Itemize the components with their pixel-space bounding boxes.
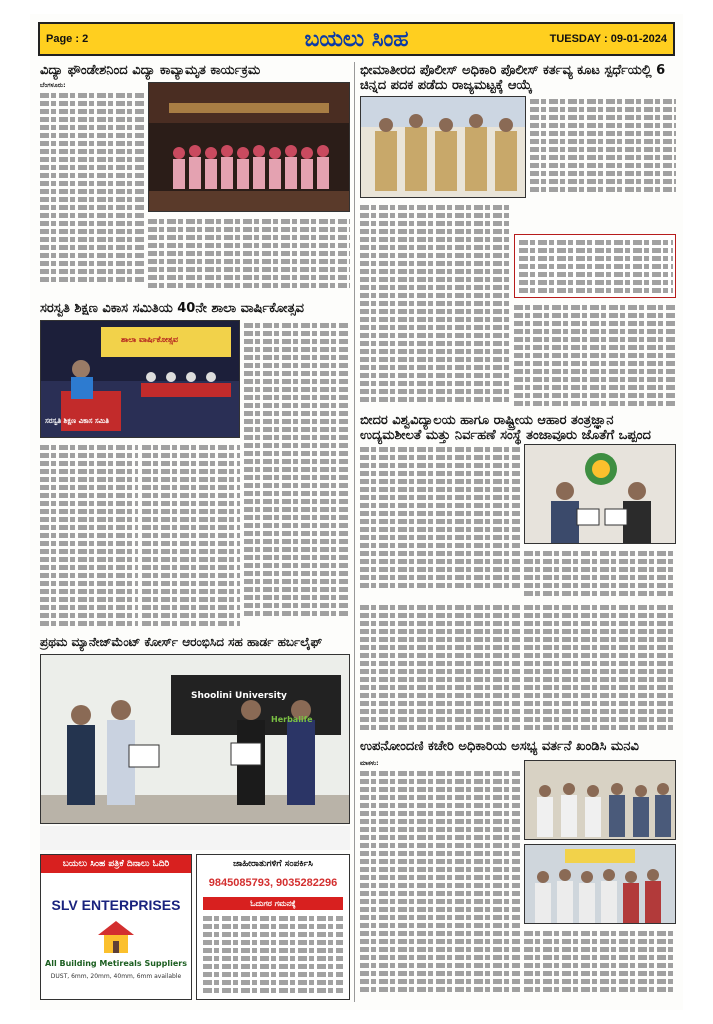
photo-bidar-mou bbox=[524, 444, 676, 544]
event-banner-text: ಶಾಲಾ ವಾರ್ಷಿಕೋತ್ಸವ bbox=[121, 335, 179, 344]
article-text-bidar-3 bbox=[360, 602, 520, 734]
article-text-vidya bbox=[40, 82, 144, 282]
headline-vidya-foundation: ವಿದ್ಯಾ ಫೌಂಡೇಶನಿಂದ ವಿದ್ಯಾ ಕಾವ್ಯಾಮೃತ ಕಾರ್ಯಕ್ರಮ bbox=[40, 63, 261, 78]
ad-company-name: SLV ENTERPRISES bbox=[51, 897, 181, 913]
column-divider bbox=[354, 62, 355, 1002]
photo-registrar-protest-1 bbox=[524, 760, 676, 840]
dateline-makalu: ಮಾಕಳು: bbox=[360, 760, 379, 767]
ad-notice-text bbox=[203, 913, 343, 997]
ad-tagline: All Building Metireals Suppliers bbox=[45, 959, 187, 968]
headline-sub-registrar: ಉಪನೋಂದಣಿ ಕಚೇರಿ ಅಧಿಕಾರಿಯ ಅಸಭ್ಯ ವರ್ತನೆ ಖಂಡಿಸಿ ಮನವಿ bbox=[360, 739, 639, 754]
article-text-police-2 bbox=[360, 202, 510, 410]
caption-herbalife bbox=[40, 826, 350, 850]
dateline: ಬೆಂಗಳೂರು: bbox=[40, 82, 66, 89]
issue-date: TUESDAY : 09-01-2024 bbox=[549, 33, 667, 45]
page-number: Page : 2 bbox=[46, 33, 89, 45]
newspaper-page bbox=[30, 14, 683, 1010]
police-highlight-box bbox=[514, 234, 676, 298]
article-text-police-1 bbox=[530, 96, 676, 198]
house-icon bbox=[96, 919, 136, 955]
headline-herbalife: ಪ್ರಥಮ ಮ್ಯಾನೇಜ್‌ಮೆಂಟ್ ಕೋರ್ಸ್ ಆರಂಭಿಸಿದ ಸಹ ಹಾರ್ಡ ಹರ್ಬಲೈಫ್ bbox=[40, 635, 323, 649]
podium-text: ಸರಸ್ವತಿ ಶಿಕ್ಷಣ ವಿಕಾಸ ಸಮಿತಿ bbox=[45, 417, 109, 425]
article-text-police-3 bbox=[514, 302, 676, 410]
logo-herbalife: Herbalife bbox=[271, 715, 313, 724]
article-text-registrar-1 bbox=[360, 760, 520, 1000]
photo-vidya-group bbox=[148, 82, 350, 212]
article-text-vidya-2 bbox=[148, 216, 350, 296]
article-text-bidar-2 bbox=[524, 548, 676, 598]
article-text-saraswati-col2 bbox=[142, 442, 240, 630]
photo-registrar-protest-2 bbox=[524, 844, 676, 924]
article-text-saraswati-right bbox=[244, 320, 350, 630]
headline-bidar-university: ಬೀದರ ವಿಶ್ವವಿದ್ಯಾಲಯ ಹಾಗೂ ರಾಷ್ಟ್ರೀಯ ಆಹಾರ ತಂತ್ರಜ್ಞಾನ ಉದ್ಯಮಶೀಲತೆ ಮತ್ತು ನಿರ್ವಹಣೆ ಸಂಸ್ಥೆ ತಂಜಾವೂರು ಜೊತೆಗೆ ಒಪ್ಪಂದ bbox=[360, 413, 651, 443]
ad-slv-enterprises bbox=[40, 854, 192, 1000]
masthead bbox=[38, 22, 675, 56]
paper-name: ಬಯಲು ಸಿಂಹ bbox=[304, 27, 409, 52]
photo-herbalife-launch bbox=[40, 654, 350, 824]
headline-saraswati: ಸರಸ್ವತಿ ಶಿಕ್ಷಣ ವಿಕಾಸ ಸಮಿತಿಯ 40ನೇ ಶಾಲಾ ವಾರ್ಷಿಕೋತ್ಸವ bbox=[40, 301, 305, 316]
ad-contact-title: ಜಾಹೀರಾತುಗಳಿಗೆ ಸಂಪರ್ಕಿಸಿ bbox=[233, 859, 313, 869]
logo-shoolini: Shoolini University bbox=[191, 691, 287, 701]
ad-products: DUST, 6mm, 20mm, 40mm, 6mm available bbox=[50, 973, 182, 980]
photo-saraswati-event bbox=[40, 320, 240, 438]
headline-police-medals: ಭೀಮಾತೀರದ ಪೊಲೀಸ್ ಅಧಿಕಾರಿ ಪೊಲೀಸ್ ಕರ್ತವ್ಯ ಕೂಟ ಸ್ಪರ್ಧೆಯಲ್ಲಿ 6 ಚಿನ್ನದ ಪದಕ ಪಡೆದು ರಾಜ್ಯಮಟ್ಟಕ್ಕೆ ಆಯ್ಕೆ bbox=[360, 63, 666, 93]
ad-phone-numbers: 9845085793, 9035282296 bbox=[208, 877, 338, 889]
article-text-registrar-2 bbox=[524, 928, 676, 1000]
article-text-bidar-1 bbox=[360, 444, 520, 598]
article-text-saraswati-col1 bbox=[40, 442, 138, 630]
article-text-bidar-4 bbox=[524, 602, 676, 734]
photo-police-officers bbox=[360, 96, 526, 198]
ad-subscribe-title: ಬಯಲು ಸಿಂಹ ಪತ್ರಿಕೆ ದಿನಾಲು ಓದಿರಿ bbox=[41, 855, 191, 873]
ad-notice-title: ಓದುಗರ ಗಮನಕ್ಕೆ bbox=[203, 897, 343, 910]
ad-contact bbox=[196, 854, 350, 1000]
